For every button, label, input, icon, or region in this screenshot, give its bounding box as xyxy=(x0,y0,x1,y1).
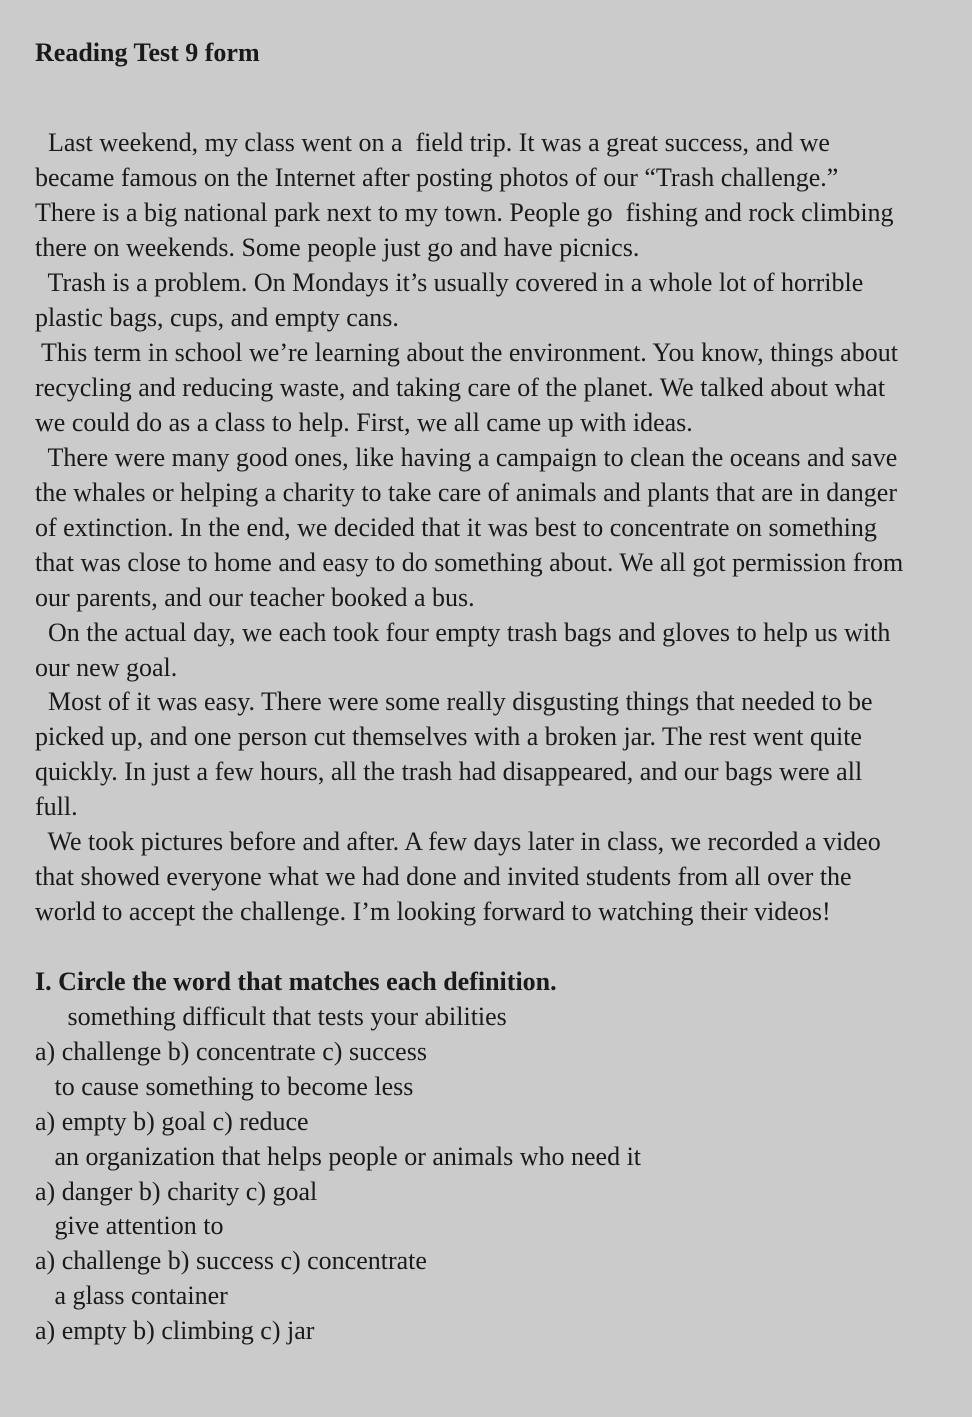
passage-line: There is a big national park next to my town. People go fishing and rock climbing xyxy=(35,198,894,227)
passage-line: Trash is a problem. On Mondays it’s usually covered in a whole lot of horrible xyxy=(35,268,864,297)
passage-line: Most of it was easy. There were some really disgusting things that needed to be xyxy=(35,687,873,716)
definition-text: an organization that helps people or animals who need it xyxy=(35,1142,642,1171)
answer-options: a) challenge b) success c) concentrate xyxy=(35,1246,427,1275)
passage-line: Last weekend, my class went on a field trip. It was a great success, and we xyxy=(35,128,830,157)
passage-line: of extinction. In the end, we decided that it was best to concentrate on something xyxy=(35,513,877,542)
passage-line: our new goal. xyxy=(35,653,178,682)
definition-text: something difficult that tests your abilities xyxy=(35,1002,507,1031)
passage-line: became famous on the Internet after posting photos of our “Trash challenge.” xyxy=(35,163,839,192)
passage-line: This term in school we’re learning about the environment. You know, things about xyxy=(35,338,898,367)
passage-line: world to accept the challenge. I’m looking forward to watching their videos! xyxy=(35,897,831,926)
passage-line: We took pictures before and after. A few days later in class, we recorded a video xyxy=(35,827,881,856)
passage-line: our parents, and our teacher booked a bus. xyxy=(35,583,475,612)
passage-line: there on weekends. Some people just go and have picnics. xyxy=(35,233,640,262)
definition-text: a glass container xyxy=(35,1281,228,1310)
passage-line: recycling and reducing waste, and taking care of the planet. We talked about what xyxy=(35,373,886,402)
passage-line: picked up, and one person cut themselves with a broken jar. The rest went quite xyxy=(35,722,862,751)
answer-options: a) danger b) charity c) goal xyxy=(35,1177,318,1206)
passage-line: that showed everyone what we had done and invited students from all over the xyxy=(35,862,852,891)
passage-line: full. xyxy=(35,792,78,821)
answer-options: a) empty b) goal c) reduce xyxy=(35,1107,309,1136)
passage-line: we could do as a class to help. First, we all came up with ideas. xyxy=(35,408,693,437)
definition-text: to cause something to become less xyxy=(35,1072,414,1101)
passage-line: that was close to home and easy to do something about. We all got permission from xyxy=(35,548,904,577)
passage-line: the whales or helping a charity to take care of animals and plants that are in danger xyxy=(35,478,897,507)
passage-line: quickly. In just a few hours, all the trash had disappeared, and our bags were all xyxy=(35,757,863,786)
passage-line: On the actual day, we each took four empty trash bags and gloves to help us with xyxy=(35,618,891,647)
passage-line: There were many good ones, like having a campaign to clean the oceans and save xyxy=(35,443,898,472)
passage-line: plastic bags, cups, and empty cans. xyxy=(35,303,399,332)
answer-options: a) empty b) climbing c) jar xyxy=(35,1316,315,1345)
page-title: Reading Test 9 form xyxy=(35,38,260,67)
answer-options: a) challenge b) concentrate c) success xyxy=(35,1037,427,1066)
definition-text: give attention to xyxy=(35,1211,224,1240)
exercise-heading: I. Circle the word that matches each definition. xyxy=(35,967,557,996)
